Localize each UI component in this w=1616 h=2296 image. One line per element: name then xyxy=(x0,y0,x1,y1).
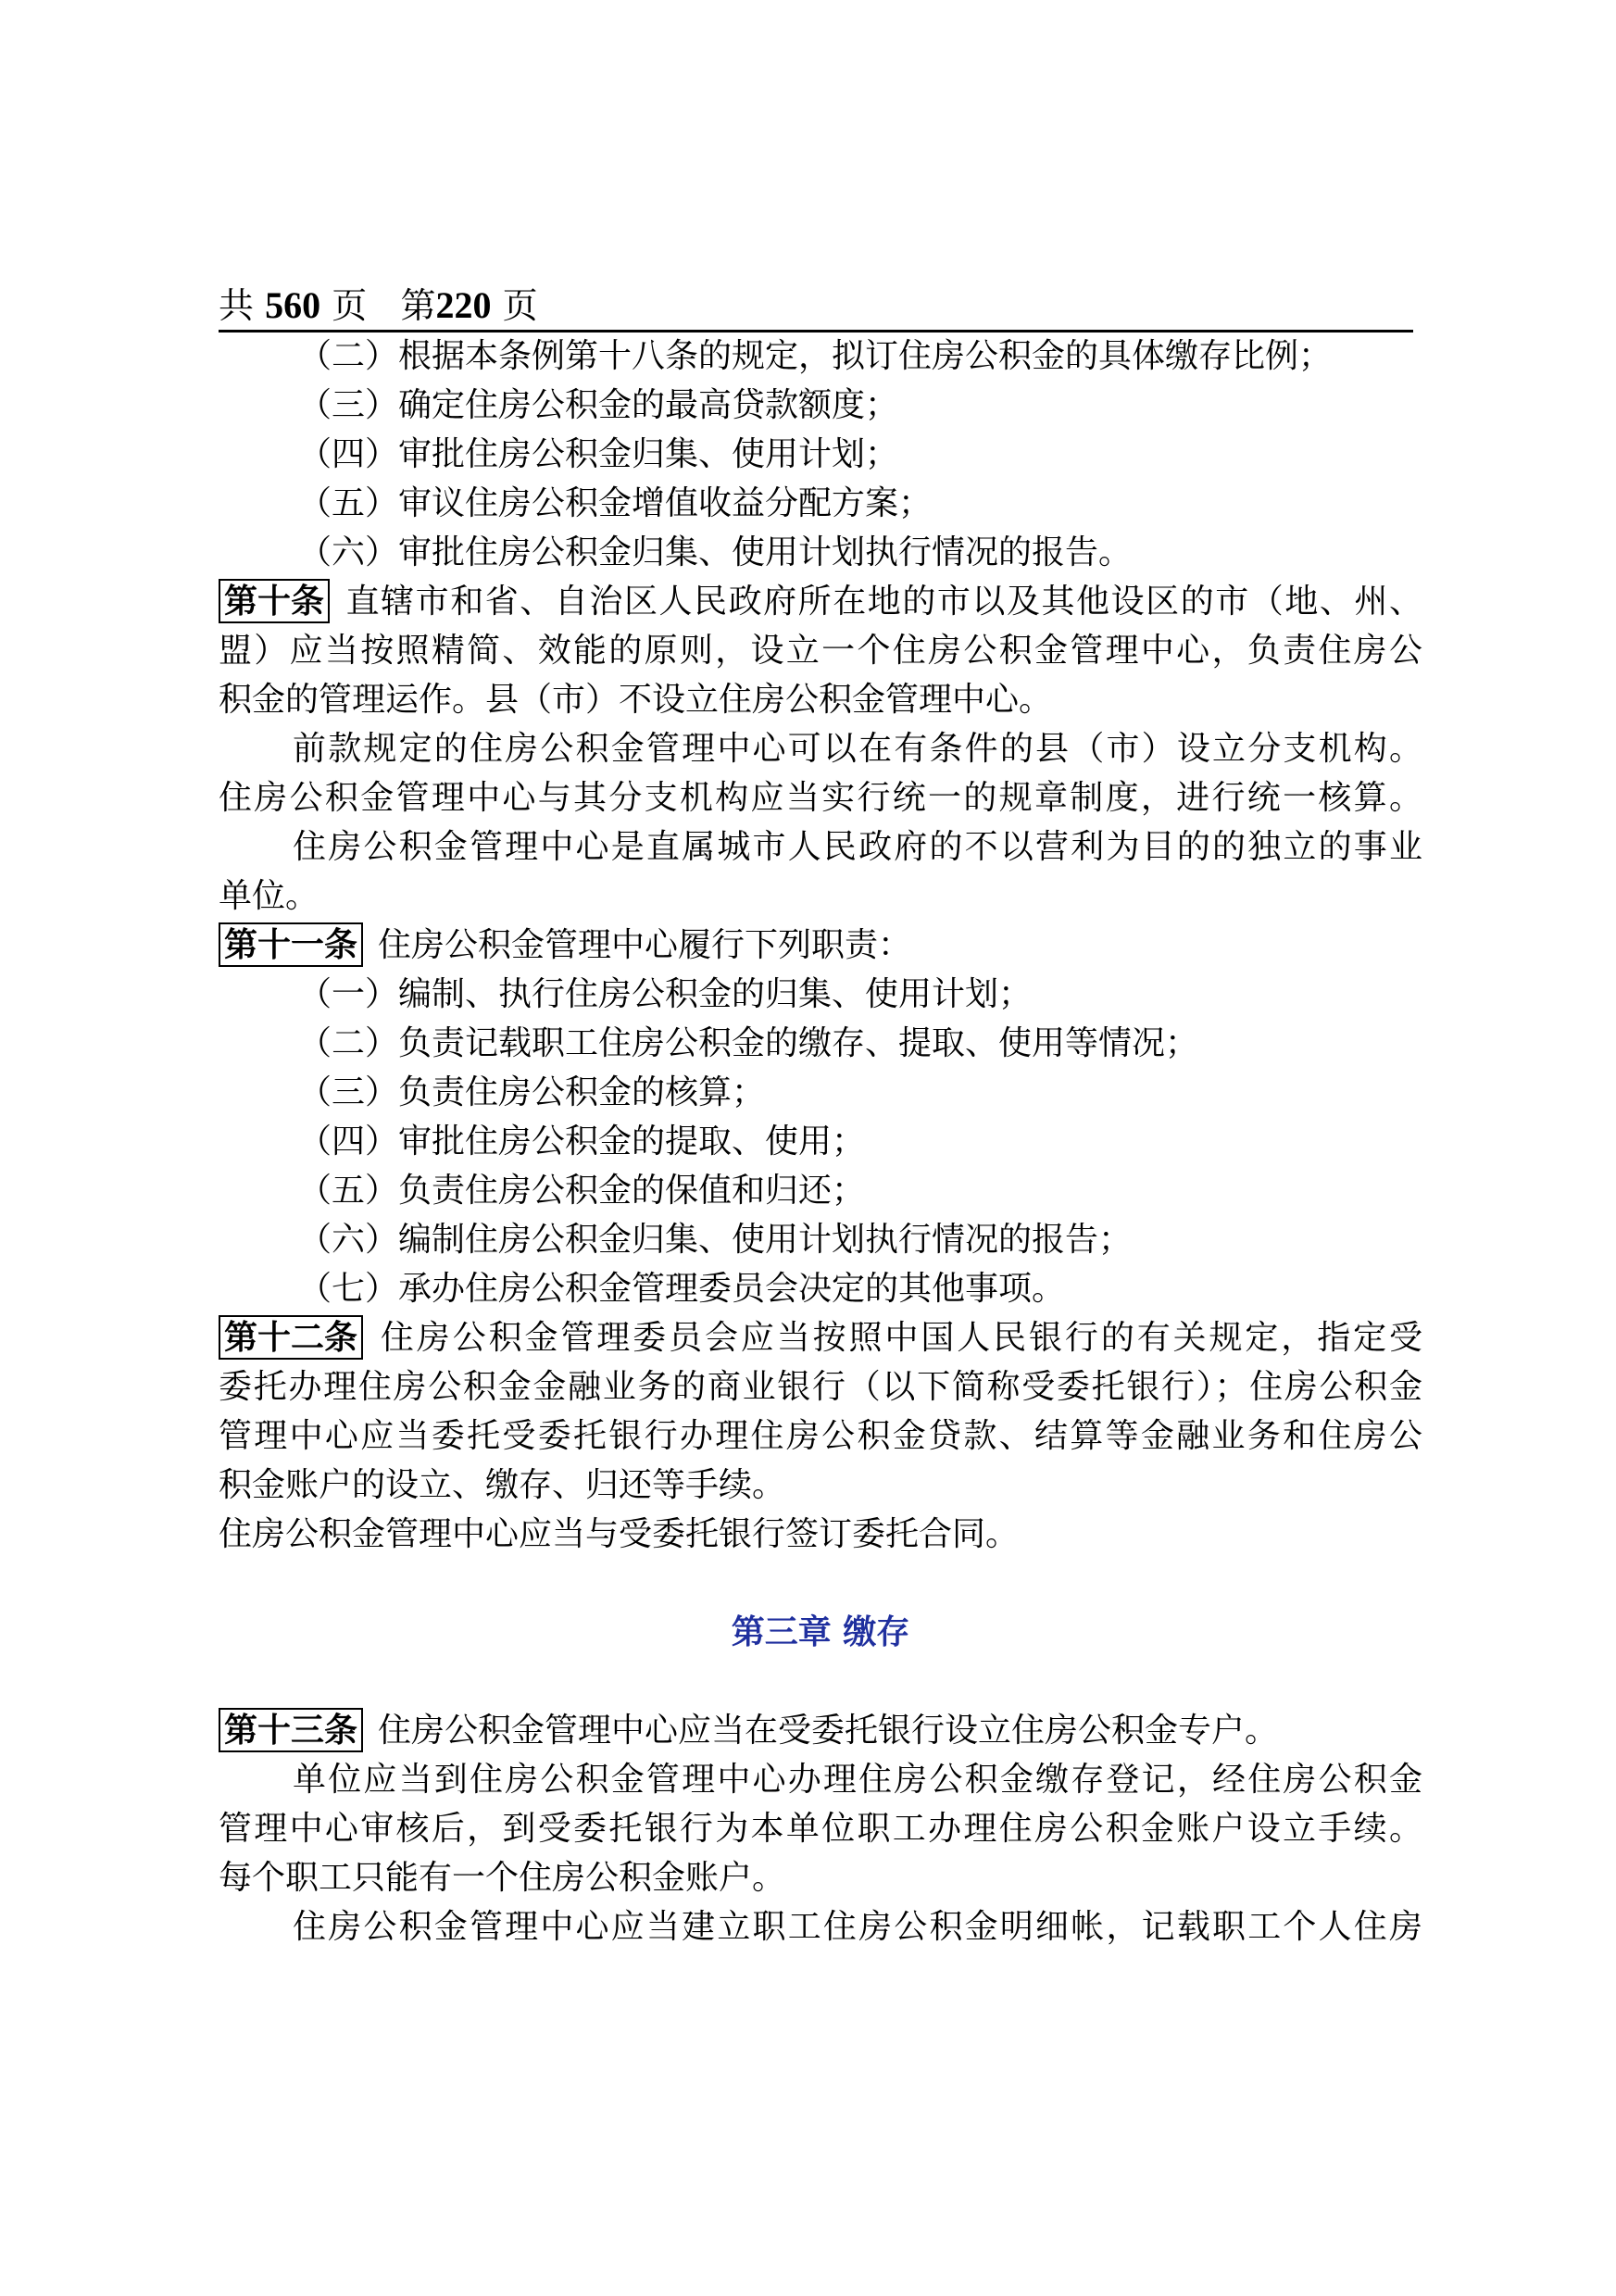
list-item: （四）审批住房公积金归集、使用计划； xyxy=(298,435,899,473)
chapter-heading: 第三章 缴存 xyxy=(731,1612,910,1651)
total-pages-count: 560 xyxy=(265,284,321,326)
article-12-line: 积金账户的设立、缴存、归还等手续。 xyxy=(219,1466,786,1504)
list-item: （五）审议住房公积金增值收益分配方案； xyxy=(298,484,933,522)
list-item: （三）确定住房公积金的最高贷款额度； xyxy=(298,386,899,424)
article-10-line: 单位。 xyxy=(219,877,319,915)
list-item: （一）编制、执行住房公积金的归集、使用计划； xyxy=(298,975,1033,1013)
article-10-line: 盟）应当按照精简、效能的原则，设立一个住房公积金管理中心，负责住房公 xyxy=(219,632,1422,670)
article-13-line: 住房公积金管理中心应当建立职工住房公积金明细帐，记载职工个人住房 xyxy=(293,1908,1422,1946)
article-12-line: 管理中心应当委托受委托银行办理住房公积金贷款、结算等金融业务和住房公 xyxy=(219,1417,1422,1455)
article-text: 住房公积金管理中心履行下列职责： xyxy=(378,926,912,964)
article-13-line: 每个职工只能有一个住房公积金账户。 xyxy=(219,1859,786,1897)
article-label: 第十三条 xyxy=(219,1708,363,1752)
article-12-line xyxy=(219,1313,1422,1362)
list-item: （七）承办住房公积金管理委员会决定的其他事项。 xyxy=(298,1270,1066,1308)
article-text: 直辖市和省、自治区人民政府所在地的市以及其他设区的市（地、州、 xyxy=(344,583,1422,621)
list-item: （五）负责住房公积金的保值和归还； xyxy=(298,1172,866,1210)
article-12-line: 住房公积金管理中心应当与受委托银行签订委托合同。 xyxy=(219,1515,1020,1553)
list-item: （二）根据本条例第十八条的规定，拟订住房公积金的具体缴存比例； xyxy=(298,337,1333,375)
article-10-line: 前款规定的住房公积金管理中心可以在有条件的县（市）设立分支机构。 xyxy=(293,730,1422,768)
current-page-suffix: 页 xyxy=(502,285,538,326)
article-text: 住房公积金管理中心应当在受委托银行设立住房公积金专户。 xyxy=(378,1712,1279,1750)
document-body xyxy=(219,332,1422,1951)
page-header xyxy=(219,282,1413,332)
article-label: 第十条 xyxy=(219,579,330,623)
article-13-line: 单位应当到住房公积金管理中心办理住房公积金缴存登记，经住房公积金 xyxy=(293,1761,1422,1799)
article-10-line: 住房公积金管理中心是直属城市人民政府的不以营利为目的的独立的事业 xyxy=(293,828,1422,866)
article-10-line xyxy=(219,577,1422,626)
list-item: （六）审批住房公积金归集、使用计划执行情况的报告。 xyxy=(298,533,1133,571)
total-pages-suffix: 页 xyxy=(332,285,368,326)
article-12-line: 委托办理住房公积金金融业务的商业银行（以下简称受委托银行）；住房公积金 xyxy=(219,1368,1422,1406)
article-11-line xyxy=(219,921,1422,970)
article-13-line: 管理中心审核后，到受委托银行为本单位职工办理住房公积金账户设立手续。 xyxy=(219,1810,1422,1848)
current-page-number: 220 xyxy=(435,284,492,326)
article-13-line xyxy=(219,1706,1422,1755)
article-label: 第十一条 xyxy=(219,922,363,967)
list-item: （四）审批住房公积金的提取、使用； xyxy=(298,1123,866,1161)
total-pages-prefix: 共 xyxy=(219,285,255,326)
list-item: （二）负责记载职工住房公积金的缴存、提取、使用等情况； xyxy=(298,1024,1199,1062)
current-page-prefix: 第 xyxy=(400,285,436,326)
spacer xyxy=(219,1559,1422,1608)
list-item: （三）负责住房公积金的核算； xyxy=(298,1073,766,1111)
list-item: （六）编制住房公积金归集、使用计划执行情况的报告； xyxy=(298,1221,1133,1259)
article-text: 住房公积金管理委员会应当按照中国人民银行的有关规定，指定受 xyxy=(378,1319,1422,1357)
article-label: 第十二条 xyxy=(219,1315,363,1360)
spacer xyxy=(219,1657,1422,1706)
article-10-line: 积金的管理运作。县（市）不设立住房公积金管理中心。 xyxy=(219,681,1053,719)
article-10-line: 住房公积金管理中心与其分支机构应当实行统一的规章制度，进行统一核算。 xyxy=(219,779,1422,817)
